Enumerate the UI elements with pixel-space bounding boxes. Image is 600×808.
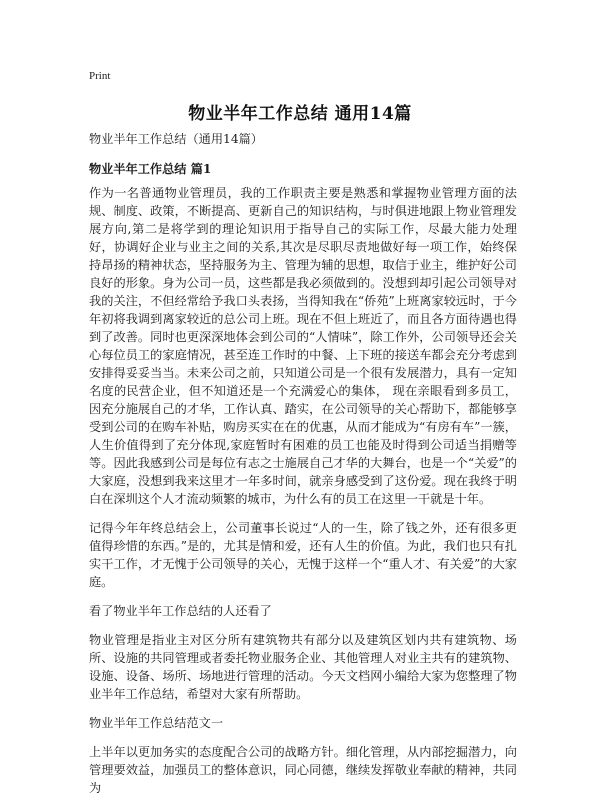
- section1-paragraph-2: 记得今年年终总结会上，公司董事长说过“人的一生，除了钱之外，还有很多更值得珍惜的东西。”是的，尤其是情和爱，还有人生的价值。为此，我们也只有扎实干工作，才无愧于公司领导的关心，无愧于这样一个“重人才、有关爱”的大家庭。: [89, 521, 517, 589]
- intro-paragraph: 物业管理是指业主对区分所有建筑物共有部分以及建筑区划内共有建筑物、场所、设施的共同管理或者委托物业服务企业、其他管理人对业主共有的建筑物、设施、设备、场所、场地进行管理的活动。今天文档网小编给大家为您整理了物业半年工作总结，希望对大家有所帮助。: [89, 633, 517, 701]
- document-subtitle: 物业半年工作总结（通用14篇）: [89, 132, 263, 146]
- sample-paragraph: 上半年以更加务实的态度配合公司的战略方针。细化管理，从内部挖掘潜力，向管理要效益，加强员工的整体意识，同心同德，继续发挥敬业奉献的精神，共同为: [89, 745, 517, 795]
- section-heading-1: 物业半年工作总结 篇1: [89, 162, 212, 176]
- section1-paragraph-1: 作为一名普通物业管理员，我的工作职责主要是熟悉和掌握物业管理方面的法规、制度、政策，不断提高、更新自己的知识结构，与时俱进地跟上物业管理发展方向,第二是将学到的理论知识用于指导自己的实际工作，尽最大能力处理好，协调好企业与业主之间的关系,其次是尽职尽责地做好每一项工作，始终保持昂扬的精神状态，坚持服务为主、管理为辅的思想，取信于业主，维护好公司良好的形象。身为公司一员，这些都是我必须做到的。没想到却引起公司领导对我的关注，不但经常给予我口头表扬，当得知我在“侨苑”上班离家较远时，于今年初将我调到离家较近的总公司上班。现在不但上班近了，而且各方面待遇也得到了改善。同时也更深深地体会到公司的“人情味”，除工作外，公司领导还会关心每位员工的家庭情况，甚至连工作时的中餐、上下班的接送车都会充分考虑到安排得妥妥当当。未来公司之前，只知道公司是一个很有发展潜力，具有一定知名度的民营企业，但不知道还是一个充满爱心的集体， 现在亲眼看到多员工，因充分施展自己的才华，工作认真、踏实，在公司领导的关心帮助下，都能够享受到公司的在购车补贴，购房买实在在的优惠，从而才能成为“有房有车”一簇，人生价值得到了充分体现,家庭暂时有困难的员工也能及时得到公司适当捐赠等等。因此我感到公司是每位有志之士施展自己才华的大舞台，也是一个“关爱”的大家庭，没想到我来这里才一年多时间，就亲身感受到了这份爱。现在我终于明白在深圳这个人才流动频繁的城市，为什么有的员工在这里一干就是十年。: [89, 186, 517, 506]
- document-body: [89, 130, 517, 808]
- page-title: 物业半年工作总结 通用14篇: [188, 104, 412, 124]
- related-heading: 看了物业半年工作总结的人还看了: [89, 604, 272, 618]
- print-link[interactable]: Print: [89, 70, 111, 82]
- sample-heading: 物业半年工作总结范文一: [89, 716, 224, 730]
